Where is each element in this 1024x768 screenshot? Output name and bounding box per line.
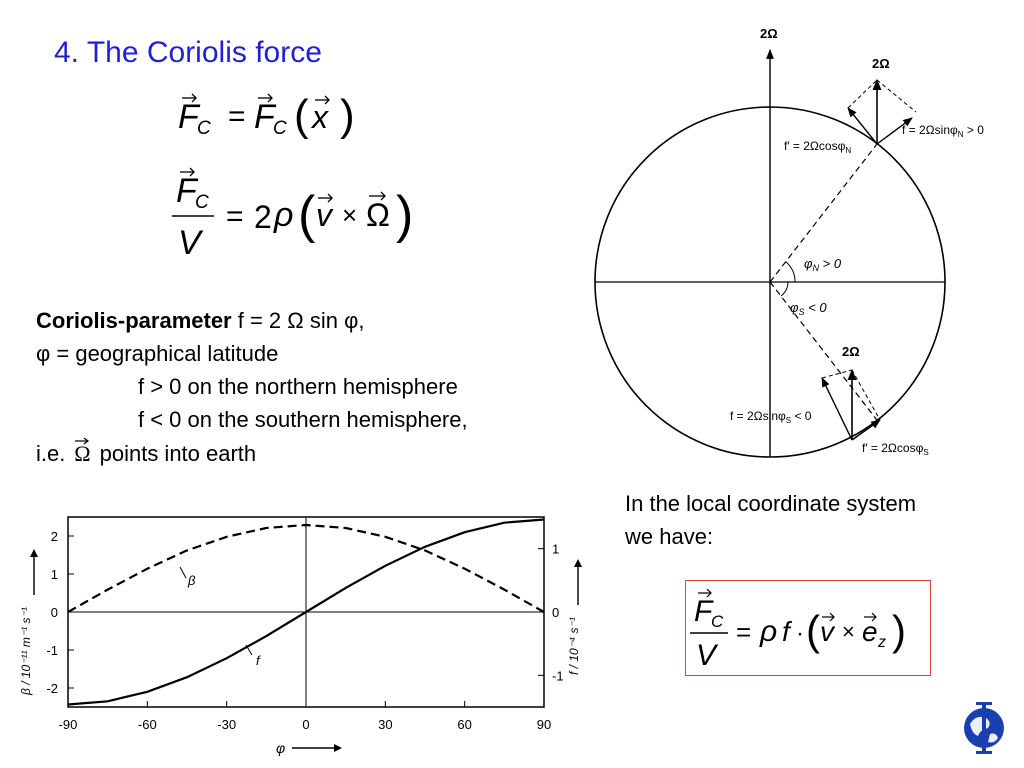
north-parallelogram-b — [877, 80, 916, 112]
svg-text:=: = — [736, 617, 752, 647]
svg-text:): ) — [892, 607, 906, 654]
f-series-label: f — [256, 653, 260, 668]
x-tick-label: 90 — [536, 717, 552, 732]
svg-text:Ω: Ω — [366, 197, 390, 233]
y-right-tick-label: 0 — [552, 605, 560, 620]
y-left-tick-label: 2 — [50, 529, 58, 544]
equation-force-per-volume — [170, 160, 430, 270]
equation-local — [686, 581, 930, 675]
x-tick-label: 0 — [302, 717, 310, 732]
svg-text:z: z — [878, 634, 886, 651]
x-tick-label: -60 — [137, 717, 157, 732]
svg-text:·: · — [796, 620, 804, 647]
globe-diagram — [590, 10, 990, 470]
x-axis-arrowhead — [334, 744, 342, 752]
svg-text:V: V — [696, 639, 717, 672]
svg-text:ρ: ρ — [760, 615, 778, 648]
northern-hemisphere-note: f > 0 on the northern hemisphere — [138, 374, 458, 399]
beta-label-leader — [180, 567, 186, 578]
svg-text:C: C — [195, 192, 209, 213]
south-f-label: f = 2Ωsinφ$_S$ < 0 — [730, 409, 812, 425]
north-f-label: f = 2Ωsinφ$_N$ > 0 — [902, 123, 984, 139]
south-parallelogram-a — [822, 370, 852, 378]
y-left-tick-label: 1 — [50, 567, 58, 582]
y-left-tick-label: 0 — [50, 605, 58, 620]
svg-text:×: × — [342, 200, 358, 230]
svg-text:(: ( — [294, 91, 309, 140]
south-f-arrow — [822, 378, 852, 440]
svg-text:e: e — [862, 616, 878, 647]
x-tick-label: 60 — [457, 717, 472, 732]
svg-text:×: × — [842, 619, 855, 644]
svg-text:): ) — [340, 91, 355, 140]
svg-text:2: 2 — [254, 199, 272, 235]
svg-text:F: F — [254, 98, 275, 136]
svg-text:(: ( — [298, 186, 316, 244]
y-right-tick-label: -1 — [552, 668, 564, 684]
chart-ylabel-left: β / 10⁻¹¹ m⁻¹ s⁻¹ — [19, 607, 33, 695]
latitude-definition: φ = geographical latitude — [36, 341, 279, 366]
y-right-axis-arrowhead — [574, 559, 582, 567]
phi-north-label: $\varphi_N > 0$ — [804, 256, 842, 273]
southern-hemisphere-note: f < 0 on the southern hemisphere, — [138, 407, 468, 432]
x-tick-label: 30 — [378, 717, 393, 732]
svg-text:=: = — [228, 100, 246, 133]
svg-text:V: V — [178, 224, 201, 262]
ie-text: i.e. — [36, 441, 66, 466]
slide-title: 4. The Coriolis force — [54, 36, 322, 69]
ioc-globe-icon — [960, 700, 1010, 756]
svg-text:(: ( — [806, 607, 820, 654]
beta-series-label: β — [188, 573, 196, 588]
svg-text:F: F — [176, 172, 197, 210]
coriolis-parameter-line — [36, 308, 364, 334]
svg-text:F: F — [694, 595, 713, 628]
coriolis-parameter-definition: f = 2 Ω sin φ, — [237, 308, 365, 333]
north-f-prime-arrow — [848, 108, 877, 144]
chart-xlabel: φ — [276, 740, 286, 756]
local-coordinates-line-2: we have: — [625, 524, 714, 549]
y-left-axis-arrowhead — [30, 549, 38, 557]
equation-force — [170, 78, 370, 148]
x-tick-label: -90 — [58, 717, 78, 732]
north-two-omega-label: 2Ω — [872, 56, 890, 71]
svg-text:C: C — [197, 118, 211, 139]
points-into-earth-text: points into earth — [99, 441, 257, 466]
axis-two-omega-label: 2Ω — [760, 26, 778, 41]
local-coordinates-line-1: In the local coordinate system — [625, 491, 917, 516]
south-f-prime-arrow — [852, 420, 880, 440]
svg-text:v: v — [820, 616, 834, 647]
phi-south-arc — [781, 282, 788, 296]
svg-text:): ) — [396, 186, 414, 244]
omega-direction-note — [36, 441, 256, 467]
beta-f-chart — [0, 505, 600, 765]
south-f-prime-label: f′ = 2Ωcosφ$_S$ — [862, 441, 929, 457]
north-f-prime-label: f′ = 2Ωcosφ$_N$ — [784, 139, 852, 155]
local-formula-box — [685, 580, 931, 676]
svg-text:=: = — [226, 200, 244, 233]
svg-text:C: C — [273, 118, 287, 139]
svg-text:v: v — [316, 197, 332, 233]
coriolis-parameter-label: Coriolis-parameter — [36, 308, 232, 333]
north-parallelogram-a — [848, 80, 877, 108]
phi-south-label: $\varphi_S < 0$ — [790, 300, 827, 317]
svg-text:f: f — [782, 616, 790, 647]
south-parallelogram-b — [852, 370, 880, 420]
x-tick-label: -30 — [217, 717, 237, 732]
chart-ylabel-right: f / 10⁻⁴ s⁻¹ — [567, 617, 581, 675]
y-right-tick-label: 1 — [552, 541, 560, 557]
phi-north-arc — [786, 262, 795, 282]
y-left-tick-label: -1 — [46, 643, 58, 658]
svg-text:x: x — [312, 99, 328, 135]
svg-text:C: C — [711, 612, 724, 631]
svg-text:ρ: ρ — [274, 196, 294, 234]
svg-text:F: F — [178, 98, 199, 136]
omega-vector-symbol: Ω — [71, 441, 93, 467]
south-two-omega-label: 2Ω — [842, 344, 860, 359]
y-left-tick-label: -2 — [46, 681, 58, 696]
